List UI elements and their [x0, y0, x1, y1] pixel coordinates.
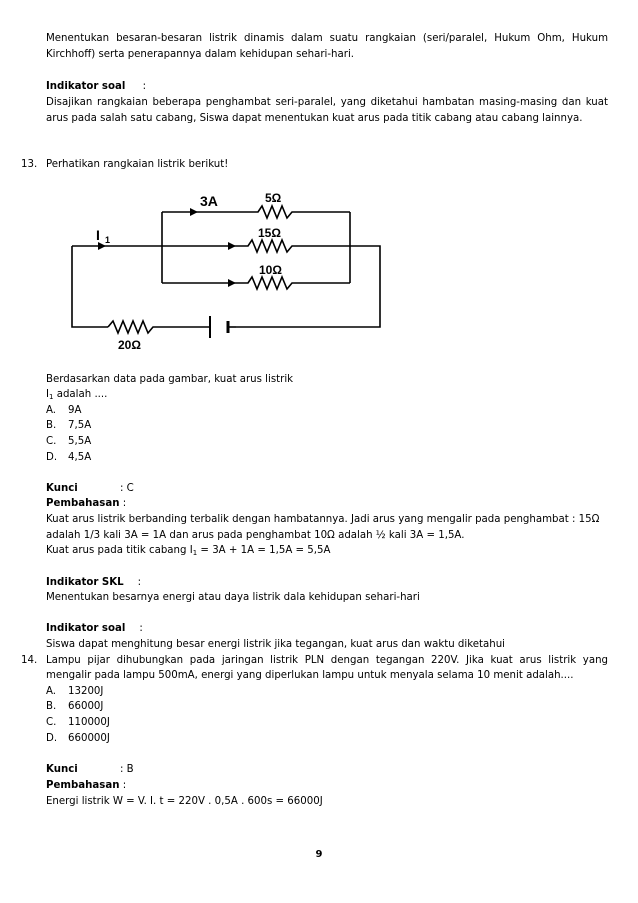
- label-3A: 3A: [200, 193, 218, 209]
- resistor-10-ohm: [162, 277, 350, 289]
- q14-option: [46, 685, 103, 698]
- arrow-branch2-icon: [228, 242, 236, 250]
- q14-line-2: mengalir pada lampu 500mA, energi yang diperlukan lampu untuk menyala selama 10 menit adalah....: [46, 670, 574, 681]
- q14-option-text: 13200J: [68, 686, 104, 697]
- indikator-soal-heading: [46, 80, 146, 93]
- resistor-20-ohm: [108, 321, 210, 333]
- label-15-ohm: 15Ω: [258, 226, 281, 240]
- label-I: I: [96, 227, 100, 243]
- q13-option-text: 7,5A: [68, 420, 92, 431]
- q14-pembahasan-colon: :: [122, 780, 127, 791]
- q13-option-letter: A.: [46, 405, 57, 416]
- q13-option-letter: B.: [46, 420, 57, 431]
- current-arrows: [98, 208, 236, 287]
- indikator-colon: :: [142, 81, 147, 92]
- q14-option: [46, 732, 110, 745]
- q14-pembahasan-label: Pembahasan: [46, 780, 120, 791]
- q13-kunci-label: Kunci: [46, 483, 78, 494]
- q13-option-letter: D.: [46, 452, 58, 463]
- q13-option: [46, 419, 91, 432]
- q13-number: 13.: [21, 159, 38, 170]
- wire-left: [72, 246, 108, 327]
- q13-question-rest: adalah ....: [53, 389, 108, 400]
- q14-option-letter: D.: [46, 733, 58, 744]
- q13-pembahasan-line-3b: = 3A + 1A = 1,5A = 5,5A: [197, 545, 331, 556]
- q13-pembahasan-colon: :: [122, 498, 127, 509]
- indikator-line-2: arus pada salah satu cabang, Siswa dapat menentukan kuat arus pada titik cabang atau cabang lainnya.: [46, 113, 583, 124]
- resistor-15-ohm: [162, 240, 350, 252]
- intro-line-1: Menentukan besaran-besaran listrik dinamis dalam suatu rangkaian (seri/paralel, Hukum Ohm, Hukum: [46, 33, 608, 44]
- q14-kunci: [46, 763, 134, 776]
- skl-colon: :: [137, 577, 142, 588]
- circuit-diagram: [60, 182, 390, 352]
- q13-question-I: I: [46, 389, 50, 400]
- q13-kunci-value: : C: [120, 483, 134, 494]
- q14-option-text: 660000J: [68, 733, 110, 744]
- intro-line-2: Kirchhoff) serta penerapannya dalam kehidupan sehari-hari.: [46, 49, 355, 60]
- q13-option-text: 4,5A: [68, 452, 92, 463]
- indikator-line-1: Disajikan rangkaian beberapa penghambat seri-paralel, yang diketahui hambatan masing-masing dan kuat: [46, 97, 608, 108]
- skl-text: Menentukan besarnya energi atau daya listrik dala kehidupan sehari-hari: [46, 592, 420, 603]
- arrow-branch3-icon: [228, 279, 236, 287]
- skl-indikator-label: Indikator soal: [46, 623, 126, 634]
- q13-option-text: 5,5A: [68, 436, 92, 447]
- q13-pembahasan-line-3a: Kuat arus pada titik cabang I: [46, 545, 193, 556]
- q13-question-line-2: [46, 388, 107, 401]
- indikator-soal-label: Indikator soal: [46, 81, 126, 92]
- q14-option-text: 110000J: [68, 717, 110, 728]
- skl-heading: [46, 576, 141, 589]
- q14-option-letter: A.: [46, 686, 57, 697]
- q14-pembahasan-text: Energi listrik W = V. I. t = 220V . 0,5A . 600s = 66000J: [46, 796, 323, 807]
- page-number: 9: [315, 849, 323, 860]
- q13-pembahasan-line-3: [46, 544, 330, 557]
- q14-option: [46, 716, 110, 729]
- q13-question-sub: 1: [49, 393, 54, 401]
- q13-option-letter: C.: [46, 436, 57, 447]
- q13-pembahasan-line-2: adalah 1/3 kali 3A = 1A dan arus pada penghambat 10Ω adalah ½ kali 3A = 1,5A.: [46, 530, 465, 541]
- q14-option-text: 66000J: [68, 701, 104, 712]
- label-20-ohm: 20Ω: [118, 338, 141, 352]
- q13-option: [46, 451, 91, 464]
- q14-kunci-label: Kunci: [46, 764, 78, 775]
- skl-indikator-colon: :: [139, 623, 143, 634]
- q13-pembahasan-label: Pembahasan: [46, 498, 120, 509]
- q14-option-letter: C.: [46, 717, 57, 728]
- q14-option-letter: B.: [46, 701, 57, 712]
- q14-line-1: Lampu pijar dihubungkan pada jaringan listrik PLN dengan tegangan 220V. Jika kuat arus listrik yang: [46, 655, 608, 666]
- arrow-branch1-icon: [190, 208, 198, 216]
- q13-option-text: 9A: [68, 405, 82, 416]
- label-10-ohm: 10Ω: [259, 263, 282, 277]
- q13-option: [46, 435, 91, 448]
- q13-option: [46, 404, 81, 417]
- q13-kunci: [46, 482, 134, 495]
- q14-kunci-value: : B: [120, 764, 134, 775]
- label-5-ohm: 5Ω: [265, 191, 282, 205]
- skl-indikator-text: Siswa dapat menghitung besar energi listrik jika tegangan, kuat arus dan waktu diketahui: [46, 639, 505, 650]
- q13-pembahasan-line-3sub: 1: [192, 549, 198, 557]
- q13-question-line-1: Berdasarkan data pada gambar, kuat arus listrik: [46, 374, 294, 385]
- label-I-sub: 1: [105, 235, 111, 245]
- q13-prompt: Perhatikan rangkaian listrik berikut!: [46, 159, 229, 170]
- q14-option: [46, 700, 103, 713]
- q13-pembahasan-line-1: Kuat arus listrik berbanding terbalik dengan hambatannya. Jadi arus yang mengalir pada penghambat : 15Ω: [46, 514, 600, 525]
- q13-pembahasan: [46, 497, 126, 510]
- q14-pembahasan: [46, 779, 126, 792]
- skl-indikator-heading: [46, 622, 143, 635]
- skl-label: Indikator SKL: [46, 577, 124, 588]
- q14-number: 14.: [21, 655, 38, 666]
